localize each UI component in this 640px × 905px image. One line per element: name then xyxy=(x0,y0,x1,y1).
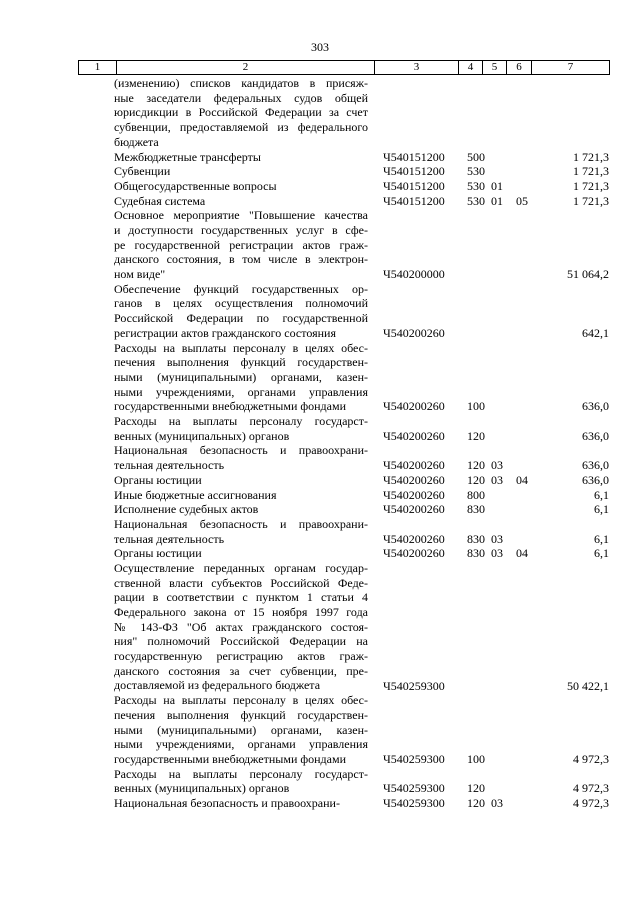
row-subsection: 05 xyxy=(516,193,528,208)
page-number: 303 xyxy=(311,40,329,54)
row-amount: 6,1 xyxy=(594,546,609,561)
description-line: ственной власти субъектов Российской Феде- xyxy=(114,575,368,590)
row-amount: 4 972,3 xyxy=(573,796,609,811)
table-row xyxy=(0,767,640,796)
row-target-code: Ч540200260 xyxy=(383,399,445,414)
description-line: печения выполнения функций государствен- xyxy=(114,355,368,370)
row-target-code: Ч540200260 xyxy=(383,546,445,561)
row-target-code: Ч540200260 xyxy=(383,531,445,546)
description-line: Общегосударственные вопросы xyxy=(114,178,277,193)
header-col-1: 1 xyxy=(79,61,117,74)
row-amount: 636,0 xyxy=(582,458,609,473)
row-amount: 636,0 xyxy=(582,399,609,414)
table-row xyxy=(0,473,640,488)
description-line: государственными внебюджетными фондами xyxy=(114,399,347,414)
description-line: данского состояния, в том числе в электрон- xyxy=(114,252,368,267)
table-row xyxy=(0,796,640,811)
description-line: юрисдикции в Российской Федерации за счет xyxy=(114,105,368,120)
row-target-code: Ч540259300 xyxy=(383,796,445,811)
row-expense-type: 530 xyxy=(467,193,485,208)
description-line: Российской Федерации по государственной xyxy=(114,311,368,326)
table-row xyxy=(0,693,640,767)
row-amount: 50 422,1 xyxy=(567,678,609,693)
row-target-code: Ч540259300 xyxy=(383,781,445,796)
row-description xyxy=(114,208,368,281)
row-target-code: Ч540200260 xyxy=(383,428,445,443)
row-target-code: Ч540200260 xyxy=(383,325,445,340)
description-line: тельная деятельность xyxy=(114,531,225,546)
header-col-4: 4 xyxy=(459,61,483,74)
description-line: тельная деятельность xyxy=(114,458,225,473)
table-row xyxy=(0,517,640,546)
description-line: Национальная безопасность и правоохрани- xyxy=(114,443,368,458)
description-line: доставляемой из федерального бюджета xyxy=(114,678,321,693)
row-section: 03 xyxy=(491,472,503,487)
table-row xyxy=(0,414,640,443)
description-line: Обеспечение функций государственных ор- xyxy=(114,281,368,296)
row-subsection: 04 xyxy=(516,546,528,561)
row-description xyxy=(114,767,368,796)
row-section: 03 xyxy=(491,546,503,561)
description-line: ными (муниципальными) органами, казен- xyxy=(114,369,368,384)
row-description xyxy=(114,796,368,811)
row-expense-type: 530 xyxy=(467,164,485,179)
description-line: Судебная система xyxy=(114,193,206,208)
row-description xyxy=(114,693,368,766)
row-expense-type: 100 xyxy=(467,752,485,767)
table-row xyxy=(0,179,640,194)
row-description xyxy=(114,473,368,488)
description-line: Иные бюджетные ассигнования xyxy=(114,487,277,502)
description-line: и доступности государственных услуг в сфе- xyxy=(114,222,368,237)
row-amount: 636,0 xyxy=(582,472,609,487)
row-expense-type: 100 xyxy=(467,399,485,414)
description-line: Национальная безопасность и правоохрани- xyxy=(114,796,340,811)
table-header xyxy=(78,60,610,75)
row-description xyxy=(114,282,368,341)
row-target-code: Ч540151200 xyxy=(383,164,445,179)
row-expense-type: 120 xyxy=(467,796,485,811)
description-line: Расходы на выплаты персоналу в целях обес- xyxy=(114,693,368,708)
row-expense-type: 800 xyxy=(467,487,485,502)
row-amount: 642,1 xyxy=(582,325,609,340)
row-amount: 6,1 xyxy=(594,502,609,517)
row-target-code: Ч540259300 xyxy=(383,678,445,693)
description-line: Субвенции xyxy=(114,164,171,179)
header-col-3: 3 xyxy=(375,61,459,74)
description-line: государственными внебюджетными фондами xyxy=(114,752,347,767)
description-line: № 143-ФЗ "Об актах гражданского состоя- xyxy=(114,619,368,634)
row-expense-type: 830 xyxy=(467,502,485,517)
row-description xyxy=(114,341,368,414)
row-target-code: Ч540151200 xyxy=(383,149,445,164)
description-line: (изменению) списков кандидатов в присяж- xyxy=(114,76,368,90)
description-line: Расходы на выплаты персоналу государст- xyxy=(114,414,368,429)
row-amount: 1 721,3 xyxy=(573,149,609,164)
row-section: 01 xyxy=(491,193,503,208)
description-line: рации в соответствии с пунктом 1 статьи 4 xyxy=(114,590,368,605)
description-line: Межбюджетные трансферты xyxy=(114,149,261,164)
description-line: ными учреждениями, органами управления xyxy=(114,737,368,752)
row-target-code: Ч540200260 xyxy=(383,487,445,502)
table-row xyxy=(0,561,640,693)
row-amount: 6,1 xyxy=(594,531,609,546)
table-body xyxy=(0,76,640,811)
description-line: субвенции, предоставляемой из федерального xyxy=(114,120,368,135)
table-row xyxy=(0,164,640,179)
description-line: венных (муниципальных) органов xyxy=(114,428,290,443)
table-row xyxy=(0,208,640,282)
row-section: 03 xyxy=(491,458,503,473)
row-target-code: Ч540200260 xyxy=(383,458,445,473)
header-col-2: 2 xyxy=(117,61,375,74)
row-amount: 4 972,3 xyxy=(573,781,609,796)
table-row xyxy=(0,150,640,165)
description-line: Осуществление переданных органам государ- xyxy=(114,560,368,575)
row-expense-type: 530 xyxy=(467,178,485,193)
header-col-6: 6 xyxy=(507,61,532,74)
row-section: 03 xyxy=(491,796,503,811)
row-expense-type: 120 xyxy=(467,472,485,487)
row-amount: 4 972,3 xyxy=(573,752,609,767)
description-line: Основное мероприятие "Повышение качества xyxy=(114,208,368,223)
row-target-code: Ч540259300 xyxy=(383,752,445,767)
header-col-5: 5 xyxy=(483,61,507,74)
description-line: ном виде" xyxy=(114,267,166,281)
row-amount: 1 721,3 xyxy=(573,178,609,193)
description-line: ганов в целях осуществления полномочий xyxy=(114,296,368,311)
description-line: Федерального закона от 15 ноября 1997 года xyxy=(114,605,368,620)
row-expense-type: 830 xyxy=(467,546,485,561)
description-line: Органы юстиции xyxy=(114,546,202,561)
row-description xyxy=(114,150,368,165)
description-line: ре государственной регистрации актов граж- xyxy=(114,237,368,252)
description-line: государственную регистрацию актов граж- xyxy=(114,649,368,664)
row-description xyxy=(114,517,368,546)
description-line: ными (муниципальными) органами, казен- xyxy=(114,722,368,737)
row-section: 01 xyxy=(491,178,503,193)
row-description xyxy=(114,488,368,503)
row-amount: 1 721,3 xyxy=(573,193,609,208)
row-description xyxy=(114,561,368,693)
table-row xyxy=(0,194,640,209)
row-amount: 636,0 xyxy=(582,428,609,443)
description-line: Национальная безопасность и правоохрани- xyxy=(114,516,368,531)
header-col-7: 7 xyxy=(567,61,574,73)
description-line: ные заседатели федеральных судов общей xyxy=(114,90,368,105)
table-row xyxy=(0,341,640,415)
row-expense-type: 120 xyxy=(467,458,485,473)
table-row xyxy=(0,443,640,472)
row-description xyxy=(114,443,368,472)
row-description xyxy=(114,194,368,209)
row-target-code: Ч540200260 xyxy=(383,502,445,517)
description-line: ния" полномочий Российской Федерации на xyxy=(114,634,368,649)
row-expense-type: 120 xyxy=(467,428,485,443)
description-line: Исполнение судебных актов xyxy=(114,502,259,517)
description-line: Органы юстиции xyxy=(114,472,202,487)
row-description xyxy=(114,502,368,517)
row-target-code: Ч540151200 xyxy=(383,193,445,208)
description-line: Расходы на выплаты персоналу в целях обес- xyxy=(114,340,368,355)
row-amount: 1 721,3 xyxy=(573,164,609,179)
description-line: регистрации актов гражданского состояния xyxy=(114,325,336,340)
table-row xyxy=(0,282,640,341)
row-subsection: 04 xyxy=(516,472,528,487)
row-expense-type: 120 xyxy=(467,781,485,796)
table-row xyxy=(0,502,640,517)
row-target-code: Ч540151200 xyxy=(383,178,445,193)
description-line: бюджета xyxy=(114,134,159,149)
row-section: 03 xyxy=(491,531,503,546)
table-row xyxy=(0,546,640,561)
row-description xyxy=(114,179,368,194)
table-row xyxy=(0,76,640,150)
row-expense-type: 500 xyxy=(467,149,485,164)
row-amount: 6,1 xyxy=(594,487,609,502)
description-line: венных (муниципальных) органов xyxy=(114,781,290,796)
description-line: данского состояния за счет субвенции, пре- xyxy=(114,663,368,678)
row-target-code: Ч540200260 xyxy=(383,472,445,487)
row-expense-type: 830 xyxy=(467,531,485,546)
row-description xyxy=(114,76,368,149)
description-line: ными учреждениями, органами управления xyxy=(114,384,368,399)
description-line: Расходы на выплаты персоналу государст- xyxy=(114,766,368,781)
row-description xyxy=(114,164,368,179)
row-target-code: Ч540200000 xyxy=(383,267,445,282)
row-description xyxy=(114,414,368,443)
row-description xyxy=(114,546,368,561)
description-line: печения выполнения функций государствен- xyxy=(114,707,368,722)
row-amount: 51 064,2 xyxy=(567,267,609,282)
table-row xyxy=(0,488,640,503)
